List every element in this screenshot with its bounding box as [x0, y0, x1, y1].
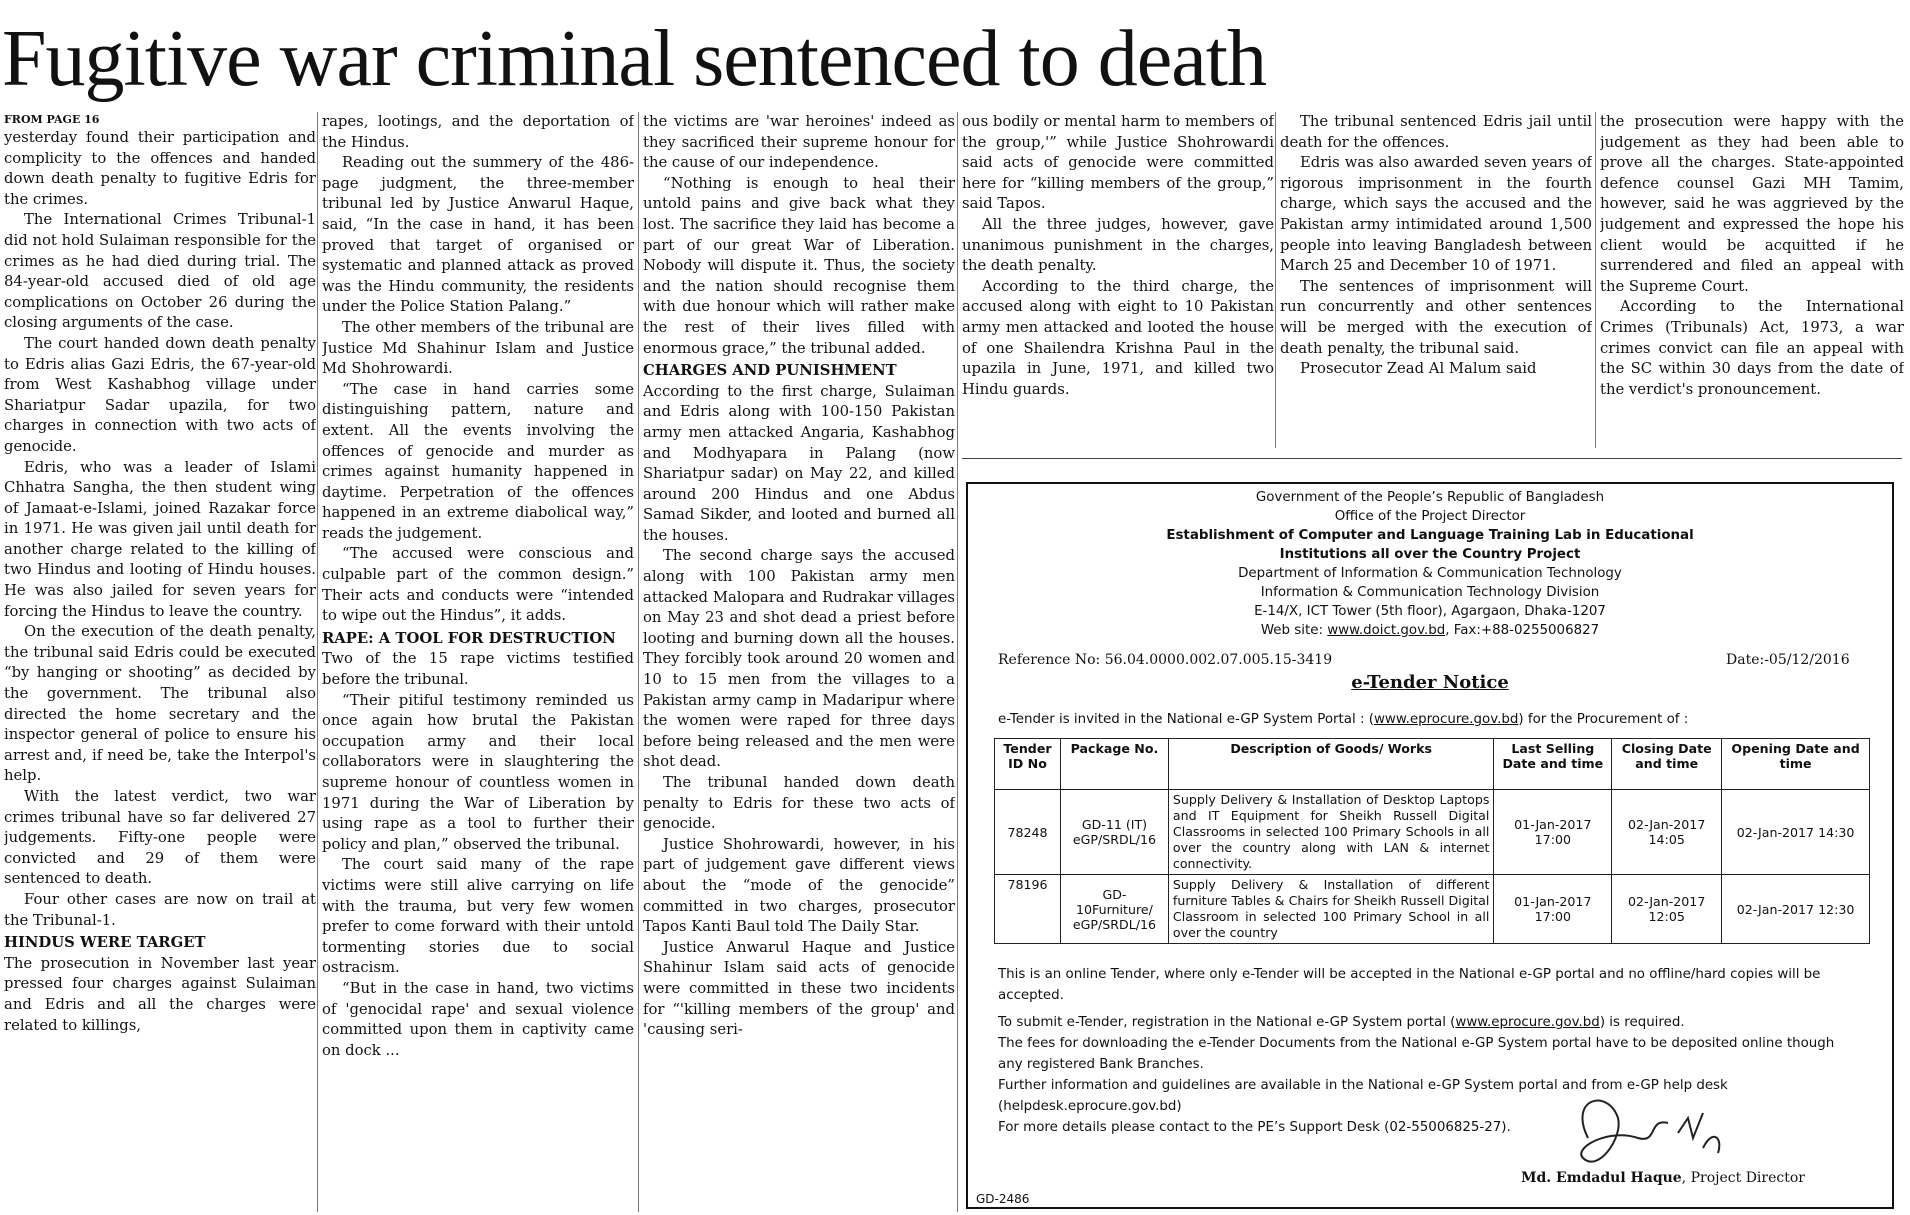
fax-number: , Fax:+88-0255006827	[1445, 623, 1600, 638]
project-name-line-2: Institutions all over the Country Project	[1279, 547, 1581, 562]
register-text-end: ) is required.	[1599, 1015, 1685, 1030]
package-no: GD-11 (IT) eGP/SRDL/16	[1060, 790, 1168, 875]
table-row	[995, 875, 1870, 944]
paragraph: “The accused were conscious and culpable part of the common design.” Their acts and conducts were “intended to wipe out the Hindus”, it adds.	[322, 545, 634, 625]
website-link[interactable]: www.doict.gov.bd	[1327, 623, 1446, 638]
paragraph: Four other cases are now on trail at the Tribunal-1.	[4, 890, 316, 929]
paragraph: According to the third charge, the accused along with eight to 10 Pakistan army men attacked and looted the house of one Shailendra Krishna Paul in the upazila in June, 1971, and killed two Hindu guards.	[962, 277, 1274, 398]
tender-table	[994, 738, 1870, 944]
paragraph: ous bodily or mental harm to members of the group,'” while Justice Shohrowardi said acts of genocide were committed here for “killing members of the group,” said Tapos.	[962, 113, 1274, 213]
table-header-row	[995, 739, 1870, 790]
subheading: CHARGES AND PUNISHMENT	[643, 362, 897, 380]
register-text: To submit e-Tender, registration in the National e-GP System portal (	[998, 1015, 1456, 1030]
paragraph: According to the first charge, Sulaiman and Edris along with 100-150 Pakistan army men attacked Angaria, Kashabhog and Modhyapara in Palang (now Shariatpur sadar) on May 22, and killed around 200 Hindus and one Abdus Samad Sikder, and looted and burned all the houses.	[643, 382, 955, 544]
notice-intro	[998, 712, 1868, 727]
article-column-3	[643, 112, 955, 1212]
paragraph: the victims are 'war heroines' indeed as they sacrificed their supreme honour for the cause of our independence.	[643, 113, 955, 172]
article-column-4	[962, 112, 1274, 458]
closing-date: 02-Jan-2017 12:05	[1612, 875, 1722, 944]
subheading: RAPE: A TOOL FOR DESTRUCTION	[322, 629, 616, 647]
ad-code: GD-2486	[976, 1192, 1030, 1206]
paragraph: the prosecution were happy with the judgement as they had been able to prove all the charges. State-appointed defence counsel Gazi MH Tamim, however, said he was aggrieved by the judgement and expressed the hope his client would be acquitted if he surrendered and filed an appeal with the Supreme Court.	[1600, 113, 1904, 295]
note-online: This is an online Tender, where only e-Tender will be accepted in the National e-GP portal and no offline/hard copies will be accepted.	[998, 967, 1821, 1003]
paragraph: yesterday found their participation and complicity to the offences and handed down death penalty to fugitive Edris for the crimes.	[4, 129, 316, 208]
paragraph: According to the International Crimes (Tribunals) Act, 1973, a war crimes convict can file an appeal with the SC within 30 days from the date of the verdict's pronouncement.	[1600, 298, 1904, 398]
table-row	[995, 790, 1870, 875]
package-no: GD-10Furniture/ eGP/SRDL/16	[1060, 875, 1168, 944]
column-header: Description of Goods/ Works	[1168, 739, 1493, 790]
paragraph: “But in the case in hand, two victims of 'genocidal rape' and sexual violence committed upon them in captivity came on dock ...	[322, 979, 634, 1059]
paragraph: “Their pitiful testimony reminded us once again how brutal the Pakistan occupation army and their local collaborators were in slaughtering the supreme honour of countless women in 1971 during the War of Liberation by using rape as a tool to further their policy and plan,” observed the tribunal.	[322, 691, 634, 853]
description: Supply Delivery & Installation of Desktop Laptops and IT Equipment for Sheikh Russell Digital Classrooms in selected 100 Primary Schools in all over the country along with LAN & internet connectivity.	[1168, 790, 1493, 875]
paragraph: The other members of the tribunal are Justice Md Shahinur Islam and Justice Md Shohrowardi.	[322, 318, 634, 378]
description: Supply Delivery & Installation of different furniture Tables & Chairs for Sheikh Russell Digital Classroom in selected 100 Primary School in all over the country	[1168, 875, 1493, 944]
ad-header	[968, 488, 1892, 640]
paragraph: Justice Anwarul Haque and Justice Shahinur Islam said acts of genocide were committed in these two incidents for “'killing members of the group' and 'causing seri-	[643, 938, 955, 1039]
paragraph: The prosecution in November last year pressed four charges against Sulaiman and Edris and all the charges were related to killings,	[4, 954, 316, 1034]
paragraph: Reading out the summery of the 486-page judgment, the three-member tribunal led by Justice Anwarul Haque, said, “In the case in hand, it has been proved that target of organised or systematic and planned attack as proved was the Hindu community, the residents under the Police Station Palang.”	[322, 154, 634, 316]
notice-date: Date:-05/12/2016	[1726, 652, 1850, 668]
paragraph: Prosecutor Zead Al Malum said	[1300, 360, 1537, 378]
tender-id: 78196	[995, 875, 1061, 944]
article-column-1	[4, 112, 316, 1212]
department-name: Department of Information & Communication Technology	[1238, 566, 1622, 581]
column-header: Last Selling Date and time	[1494, 739, 1612, 790]
notice-title: e-Tender Notice	[1351, 672, 1509, 693]
note-fees: The fees for downloading the e-Tender Documents from the National e-GP System portal have to be deposited online though any registered Bank Branches.	[998, 1036, 1835, 1072]
paragraph: rapes, lootings, and the deportation of the Hindus.	[322, 113, 634, 151]
division-name: Information & Communication Technology Division	[1260, 585, 1600, 600]
note-register	[998, 1012, 1858, 1033]
column-header: Package No.	[1060, 739, 1168, 790]
tender-notice-ad	[966, 482, 1894, 1209]
paragraph: The tribunal handed down death penalty to Edris for these two acts of genocide.	[643, 774, 955, 833]
tender-notes	[998, 964, 1858, 1138]
note-contact: For more details please contact to the PE’s Support Desk (02-55006825-27).	[998, 1120, 1511, 1135]
paragraph: The second charge says the accused along with 100 Pakistan army men attacked Malopara and Rudrakar villages on May 23 and shot dead a priest before looting and burning down all the houses. They forcibly took around 20 women and 10 to 15 men from the villages to a Pakistan army camp in Madaripur where the women were raped for three days before being released and the men were shot dead.	[643, 547, 955, 771]
column-header: Closing Date and time	[1612, 739, 1722, 790]
column-header: Tender ID No	[995, 739, 1061, 790]
signatory	[1521, 1170, 1805, 1186]
paragraph: Edris, who was a leader of Islami Chhatra Sangha, the then student wing of Jamaat-e-Islami, joined Razakar force in 1971. He was given jail until death for another charge related to the killing of two Hindus and looting of Hindu houses. He was also jailed for seven years for forcing the Hindus to leave the country.	[4, 458, 316, 620]
closing-date: 02-Jan-2017 14:05	[1612, 790, 1722, 875]
paragraph: The tribunal sentenced Edris jail until death for the offences.	[1280, 113, 1592, 151]
column-rule	[1595, 112, 1596, 448]
last-selling-date: 01-Jan-2017 17:00	[1494, 790, 1612, 875]
opening-date: 02-Jan-2017 12:30	[1722, 875, 1870, 944]
tender-id: 78248	[995, 790, 1061, 875]
eprocure-link[interactable]: www.eprocure.gov.bd	[1455, 1015, 1600, 1030]
column-rule	[957, 112, 958, 1212]
office-name: Office of the Project Director	[1334, 509, 1526, 524]
signer-name: Md. Emdadul Haque	[1521, 1170, 1682, 1186]
article-column-2	[322, 112, 634, 1212]
office-address: E-14/X, ICT Tower (5th floor), Agargaon, Dhaka-1207	[1254, 604, 1606, 619]
eprocure-link[interactable]: www.eprocure.gov.bd	[1373, 712, 1519, 727]
note-info: Further information and guidelines are available in the National e-GP System portal and from e-GP help desk (helpdesk.eprocure.gov.bd)	[998, 1078, 1728, 1114]
paragraph: All the three judges, however, gave unanimous punishment in the charges, the death penalty.	[962, 215, 1274, 275]
web-fax-line	[968, 621, 1892, 640]
paragraph: The International Crimes Tribunal-1 did not hold Sulaiman responsible for the crimes as he had died during trial. The 84-year-old accused died of old age complications on October 26 during the closing arguments of the case.	[4, 211, 316, 332]
project-name-line-1: Establishment of Computer and Language Training Lab in Educational	[1166, 528, 1694, 543]
column-rule	[638, 112, 639, 1212]
from-page-label: FROM PAGE 16	[4, 113, 100, 126]
opening-date: 02-Jan-2017 14:30	[1722, 790, 1870, 875]
gov-name: Government of the People’s Republic of Bangladesh	[1255, 490, 1605, 505]
signature-image	[1528, 1078, 1728, 1178]
reference-number: Reference No: 56.04.0000.002.07.005.15-3419	[998, 652, 1333, 668]
paragraph: “Nothing is enough to heal their untold pains and give back what they lost. The sacrifice they laid has become a part of our great War of Liberation. Nobody will dispute it. Thus, the society and the nation should recognise them with due honour which will rather make the rest of their lives filled with enormous grace,” the tribunal added.	[643, 174, 955, 357]
paragraph: Edris was also awarded seven years of rigorous imprisonment in the fourth charge, which says the accused and the Pakistan army intimidated around 1,500 people into leaving Bangladesh between March 25 and December 10 of 1971.	[1280, 154, 1592, 275]
last-selling-date: 01-Jan-2017 17:00	[1494, 875, 1612, 944]
web-label: Web site:	[1260, 623, 1328, 638]
column-rule	[317, 112, 318, 1212]
paragraph: Two of the 15 rape victims testified before the tribunal.	[322, 650, 634, 689]
paragraph: The sentences of imprisonment will run concurrently and other sentences will be merged with the execution of death penalty, the tribunal said.	[1280, 277, 1592, 357]
signer-title: , Project Director	[1681, 1170, 1805, 1186]
paragraph: On the execution of the death penalty, the tribunal said Edris could be executed “by hanging or shooting” as decided by the government. The tribunal also directed the home secretary and the inspector general of police to ensure his arrest and, if need be, take the Interpol's help.	[4, 623, 316, 785]
paragraph: “The case in hand carries some distinguishing pattern, nature and extent. All the events involving the offences of genocide and murder as crimes against humanity happened in daytime. Perpetration of the offences happened in an extreme diabolical way,” reads the judgement.	[322, 380, 634, 542]
article-column-6	[1600, 112, 1904, 458]
headline: Fugitive war criminal sentenced to death	[2, 15, 1267, 103]
paragraph: The court said many of the rape victims were still alive carrying on life with the trauma, but very few women prefer to come forward with their untold tormenting stories due to social ostracism.	[322, 856, 634, 977]
section-rule	[962, 458, 1902, 459]
paragraph: Justice Shohrowardi, however, in his part of judgement gave different views about the “mode of the genocide” committed in two charges, prosecutor Tapos Kanti Baul told The Daily Star.	[643, 835, 955, 936]
article-column-5	[1280, 112, 1592, 458]
subheading: HINDUS WERE TARGET	[4, 934, 206, 952]
paragraph: With the latest verdict, two war crimes tribunal have so far delivered 27 judgements. Fifty-one people were convicted and 29 of them were sentenced to death.	[4, 788, 316, 888]
intro-text-end: ) for the Procurement of :	[1518, 712, 1689, 727]
column-header: Opening Date and time	[1722, 739, 1870, 790]
intro-text: e-Tender is invited in the National e-GP System Portal : (	[998, 712, 1374, 727]
paragraph: The court handed down death penalty to Edris alias Gazi Edris, the 67-year-old from West Kashabhog village under Shariatpur Sadar upazila, for two charges in connection with two acts of genocide.	[4, 334, 316, 455]
column-rule	[1275, 112, 1276, 448]
